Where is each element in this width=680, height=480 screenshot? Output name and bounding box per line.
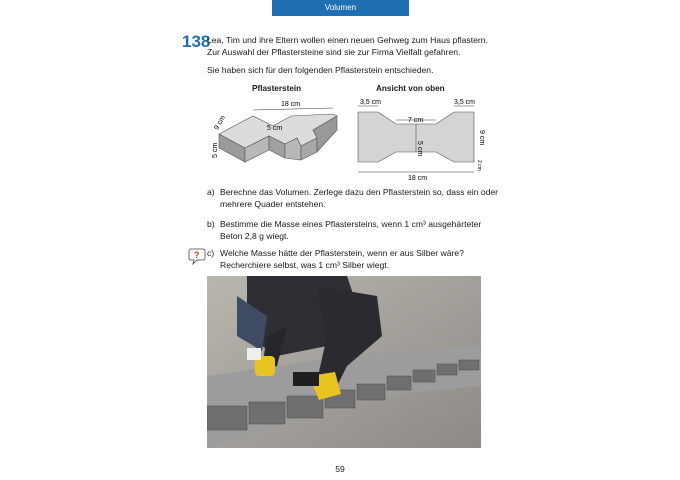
dim-height: 5 cm xyxy=(212,142,219,158)
subtask-a-label: a) xyxy=(207,187,215,197)
intro-line-1: Lea, Tim und ihre Eltern wollen einen neuen Gehweg zum Haus pflastern. xyxy=(207,35,488,45)
dim-mid: 5 cm xyxy=(267,125,283,132)
top-view-figure xyxy=(352,96,492,182)
section-header: Volumen xyxy=(272,0,409,16)
dim-depth: 9 cm xyxy=(213,114,228,132)
figure-right-title: Ansicht von oben xyxy=(376,84,445,93)
dim-top-right: 3,5 cm xyxy=(454,99,476,106)
dim-top-left: 3,5 cm xyxy=(360,99,382,106)
page-number: 59 xyxy=(335,464,345,474)
dim-edge: 2 cm xyxy=(476,160,482,171)
dim-length: 18 cm xyxy=(281,101,301,108)
subtask-a-line1: Berechne das Volumen. Zerlege dazu den Pflasterstein so, dass ein oder xyxy=(220,187,499,197)
paving-worker-photo xyxy=(207,276,481,448)
task-number: 138 xyxy=(182,32,211,51)
svg-text:?: ? xyxy=(194,250,200,260)
subtask-a-line2: mehrere Quader entstehen. xyxy=(220,199,326,209)
subtask-c-line1: Welche Masse hätte der Pflasterstein, wenn er aus Silber wäre? xyxy=(220,248,464,258)
subtask-b-line2: Beton 2,8 g wiegt. xyxy=(220,231,289,241)
intro-line-2: Zur Auswahl der Pflastersteine sind sie zur Firma Vielfalt gefahren. xyxy=(207,47,461,57)
intro-line-3: Sie haben sich für den folgenden Pflasterstein entschieden. xyxy=(207,65,434,75)
research-question-icon xyxy=(188,247,206,265)
subtask-b-line1: Bestimme die Masse eines Pflastersteins, wenn 1 cm³ ausgehärteter xyxy=(220,219,482,229)
dim-height-right: 9 cm xyxy=(478,130,485,146)
paving-stone-3d-figure xyxy=(205,96,355,176)
subtask-c-line2: Recherchiere selbst, was 1 cm³ Silber wiegt. xyxy=(220,260,390,270)
dim-bottom: 18 cm xyxy=(408,175,428,182)
dim-inner: 7 cm xyxy=(408,117,424,124)
dim-mid-right: 5 cm xyxy=(416,141,423,157)
figure-left-title: Pflasterstein xyxy=(252,84,302,93)
subtask-b-label: b) xyxy=(207,219,215,229)
subtask-c-label: c) xyxy=(207,248,215,258)
